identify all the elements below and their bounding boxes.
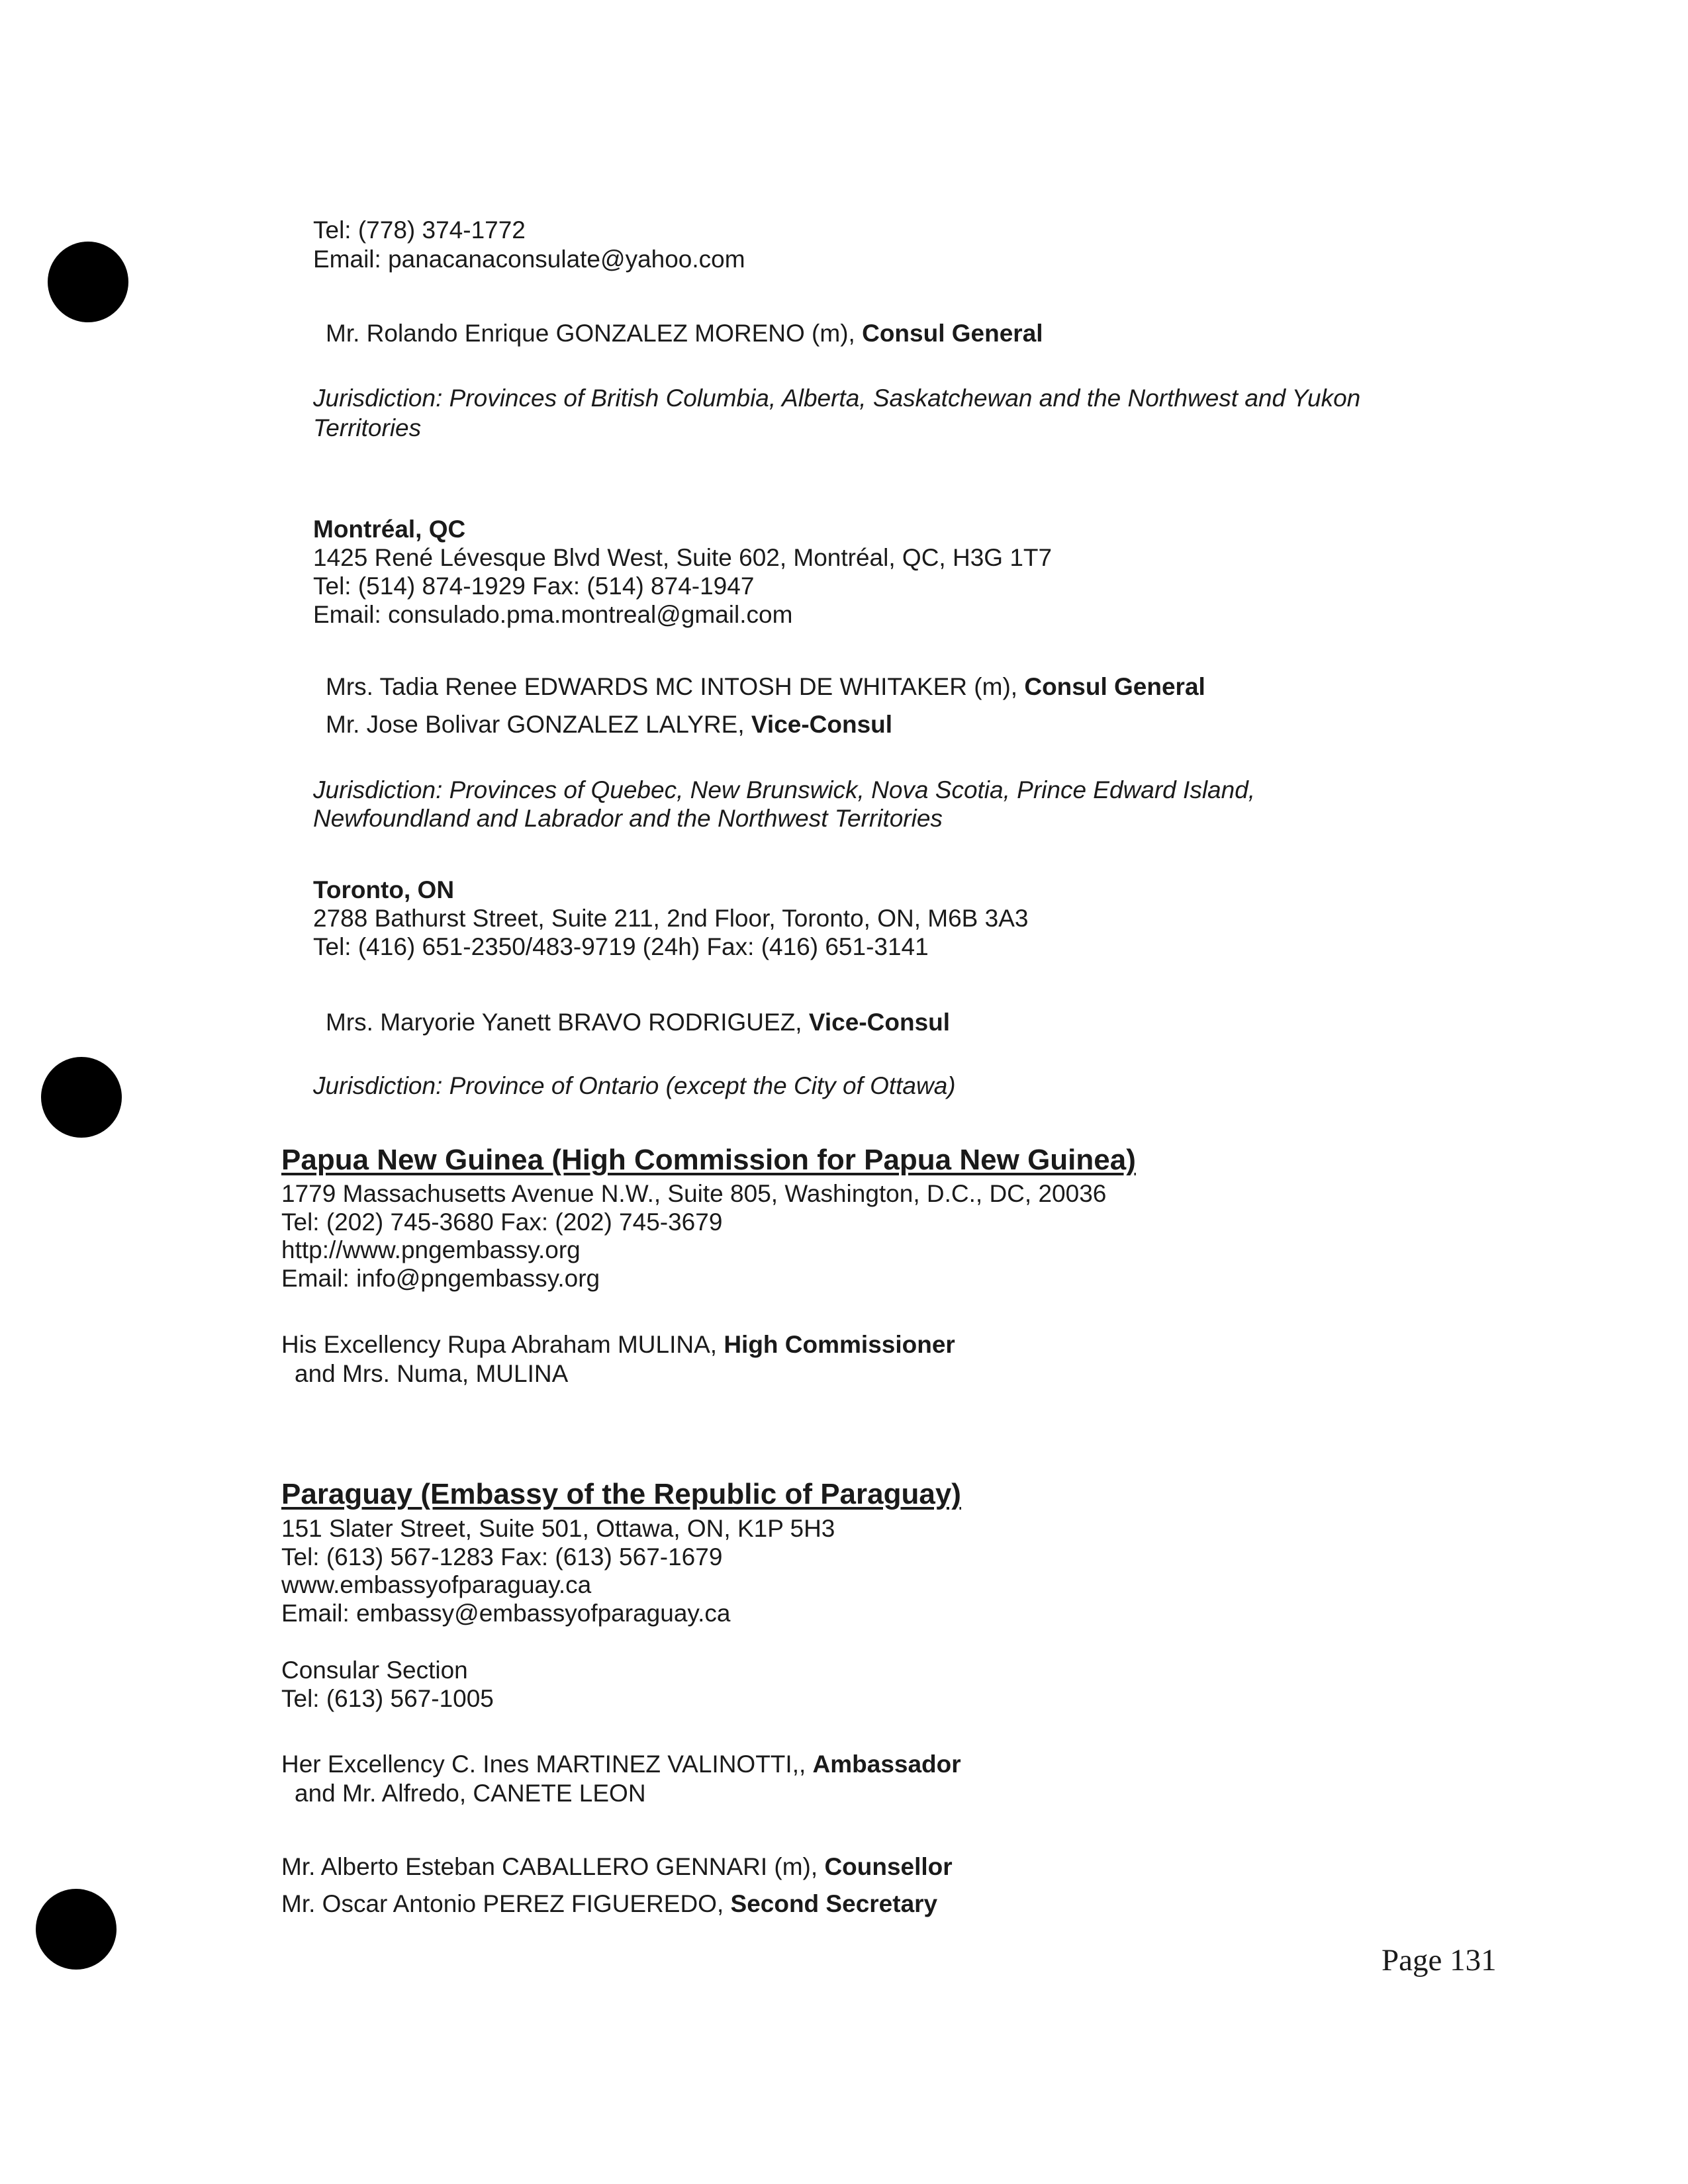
official-entry (326, 319, 1043, 348)
tel-fax-line: Tel: (613) 567-1283 Fax: (613) 567-1679 (281, 1543, 723, 1570)
country-heading: Papua New Guinea (High Commission for Papua New Guinea) (281, 1144, 1136, 1176)
official-entry (281, 1889, 937, 1919)
official-name: Her Excellency C. Ines MARTINEZ VALINOTTI,, (281, 1751, 813, 1778)
tel-fax-line: Tel: (202) 745-3680 Fax: (202) 745-3679 (281, 1208, 723, 1236)
official-name: Mrs. Tadia Renee EDWARDS MC INTOSH DE WHITAKER (m), (326, 673, 1025, 700)
official-title: Second Secretary (730, 1890, 938, 1917)
consular-section-label: Consular Section (281, 1657, 468, 1684)
consular-tel-line: Tel: (613) 567-1005 (281, 1685, 494, 1712)
official-title: Ambassador (812, 1751, 961, 1778)
official-name: Mr. Alberto Esteban CABALLERO GENNARI (m), (281, 1853, 825, 1880)
jurisdiction-line: Newfoundland and Labrador and the Northwest Territories (313, 805, 943, 832)
website-link[interactable]: www.embassyofparaguay.ca (281, 1571, 592, 1598)
country-heading: Paraguay (Embassy of the Republic of Paraguay) (281, 1478, 961, 1510)
address-line: 151 Slater Street, Suite 501, Ottawa, ON, K1P 5H3 (281, 1515, 835, 1542)
official-title: High Commissioner (724, 1331, 955, 1358)
official-title: Vice-Consul (808, 1009, 951, 1036)
official-title: Consul General (862, 320, 1043, 347)
spouse-line: and Mr. Alfredo, CANETE LEON (295, 1780, 646, 1807)
jurisdiction-line: Jurisdiction: Provinces of Quebec, New Brunswick, Nova Scotia, Prince Edward Island, (313, 776, 1256, 803)
page-number: Page 131 (1382, 1943, 1497, 1978)
official-title: Vice-Consul (751, 711, 893, 738)
city-heading: Toronto, ON (313, 876, 455, 903)
email-line: Email: info@pngembassy.org (281, 1265, 600, 1292)
official-title: Consul General (1024, 673, 1205, 700)
punch-hole (41, 1057, 122, 1138)
email-line: Email: consulado.pma.montreal@gmail.com (313, 601, 793, 628)
official-entry (281, 1852, 953, 1882)
official-name: Mrs. Maryorie Yanett BRAVO RODRIGUEZ, (326, 1009, 809, 1036)
tel-fax-line: Tel: (416) 651-2350/483-9719 (24h) Fax: (416) 651-3141 (313, 933, 929, 960)
head-of-mission-entry (281, 1750, 961, 1779)
official-name: His Excellency Rupa Abraham MULINA, (281, 1331, 724, 1358)
head-of-mission-entry (281, 1330, 955, 1359)
address-line: 1779 Massachusetts Avenue N.W., Suite 805, Washington, D.C., DC, 20036 (281, 1180, 1107, 1207)
city-heading: Montréal, QC (313, 516, 466, 543)
address-line: 1425 René Lévesque Blvd West, Suite 602, Montréal, QC, H3G 1T7 (313, 544, 1053, 571)
jurisdiction-line: Jurisdiction: Provinces of British Columbia, Alberta, Saskatchewan and the Northwest and Yukon (313, 385, 1361, 412)
spouse-line: and Mrs. Numa, MULINA (295, 1360, 569, 1387)
official-entry (326, 672, 1205, 702)
address-line: 2788 Bathurst Street, Suite 211, 2nd Floor, Toronto, ON, M6B 3A3 (313, 905, 1029, 932)
punch-hole (48, 242, 128, 322)
tel-fax-line: Tel: (514) 874-1929 Fax: (514) 874-1947 (313, 572, 755, 600)
jurisdiction-line: Jurisdiction: Province of Ontario (except the City of Ottawa) (313, 1072, 956, 1099)
website-link[interactable]: http://www.pngembassy.org (281, 1236, 581, 1263)
official-title: Counsellor (824, 1853, 953, 1880)
tel-line: Tel: (778) 374-1772 (313, 216, 526, 244)
official-name: Mr. Rolando Enrique GONZALEZ MORENO (m), (326, 320, 863, 347)
official-entry (326, 1008, 950, 1037)
email-line: Email: embassy@embassyofparaguay.ca (281, 1600, 731, 1627)
official-name: Mr. Jose Bolivar GONZALEZ LALYRE, (326, 711, 751, 738)
jurisdiction-line: Territories (313, 414, 422, 441)
punch-hole (36, 1889, 117, 1970)
official-entry (326, 710, 892, 739)
email-line: Email: panacanaconsulate@yahoo.com (313, 246, 745, 273)
official-name: Mr. Oscar Antonio PEREZ FIGUEREDO, (281, 1890, 731, 1917)
